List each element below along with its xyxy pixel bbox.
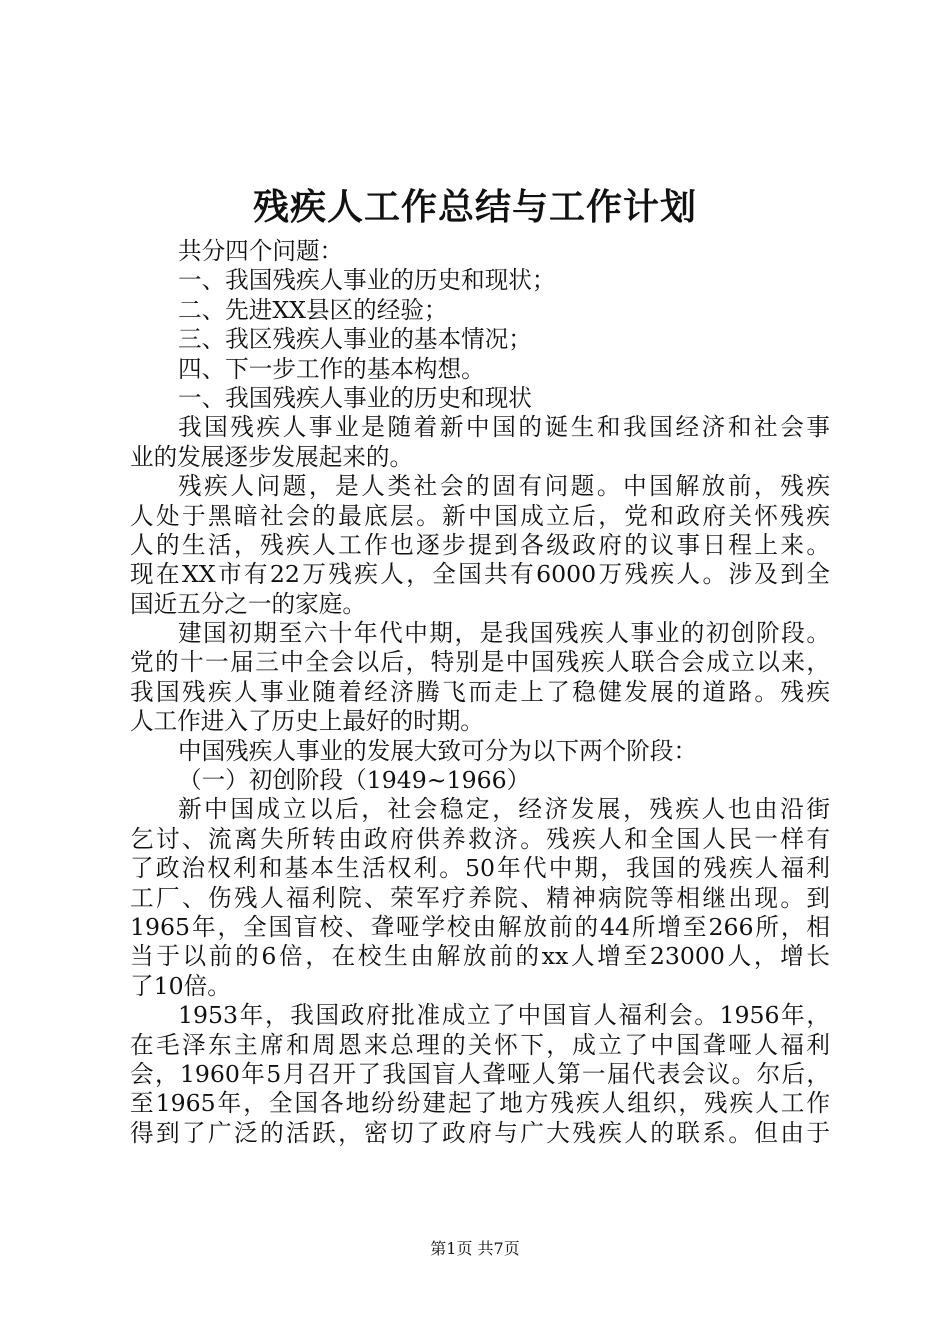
document-body [130,237,830,1148]
text-line: 至1965年，全国各地纷纷建起了地方残疾人组织，残疾人工作 [130,1089,830,1118]
text-line: （一）初创阶段（1949~1966） [178,766,531,795]
page-footer: 第1页 共7页 [430,1239,520,1258]
text-line: 了10倍。 [130,971,231,1000]
text-line: 现在XX市有22万残疾人，全国共有6000万残疾人。涉及到全 [130,560,830,589]
text-line: 当于以前的6倍，在校生由解放前的xx人增至23000人，增长 [130,942,830,971]
text-line: 乞讨、流离失所转由政府供养救济。残疾人和全国人民一样有 [130,824,830,853]
text-line: 1953年，我国政府批准成立了中国盲人福利会。1956年， [178,1001,830,1030]
text-line: 我国残疾人事业随着经济腾飞而走上了稳健发展的道路。残疾 [130,677,830,706]
text-line: 中国残疾人事业的发展大致可分为以下两个阶段： [178,736,698,765]
text-line: 一、我国残疾人事业的历史和现状； [178,266,556,295]
text-line: 了政治权利和基本生活权利。50年代中期，我国的残疾人福利 [130,854,830,883]
text-line: 建国初期至六十年代中期，是我国残疾人事业的初创阶段。 [178,619,830,648]
text-line: 得到了广泛的活跃，密切了政府与广大残疾人的联系。但由于 [130,1118,830,1147]
text-line: 共分四个问题： [178,237,344,265]
text-line: 会，1960年5月召开了我国盲人聋哑人第一届代表会议。尔后， [130,1059,830,1088]
text-line: 党的十一届三中全会以后，特别是中国残疾人联合会成立以来， [130,648,830,677]
text-line: 三、我区残疾人事业的基本情况； [178,325,532,354]
text-line: 1965年，全国盲校、聋哑学校由解放前的44所增至266所，相 [130,912,830,941]
document-title: 残疾人工作总结与工作计划 [252,187,697,228]
text-line: 人的生活，残疾人工作也逐步提到各级政府的议事日程上来。 [130,530,830,559]
text-line: 我国残疾人事业是随着新中国的诞生和我国经济和社会事 [178,413,830,442]
text-line: 人处于黑暗社会的最底层。新中国成立后，党和政府关怀残疾 [130,501,830,530]
text-line: 二、先进XX县区的经验； [178,295,448,324]
text-line: 新中国成立以后，社会稳定，经济发展，残疾人也由沿街 [178,795,830,824]
text-line: 人工作进入了历史上最好的时期。 [130,707,484,736]
text-line: 业的发展逐步发展起来的。 [130,442,414,471]
text-line: 国近五分之一的家庭。 [130,589,366,618]
text-line: 残疾人问题，是人类社会的固有问题。中国解放前，残疾 [178,472,830,501]
text-line: 在毛泽东主席和周恩来总理的关怀下，成立了中国聋哑人福利 [130,1030,830,1059]
text-line: 一、我国残疾人事业的历史和现状 [178,383,532,412]
text-line: 四、下一步工作的基本构想。 [178,354,485,383]
text-line: 工厂、伤残人福利院、荣军疗养院、精神病院等相继出现。到 [130,883,830,912]
